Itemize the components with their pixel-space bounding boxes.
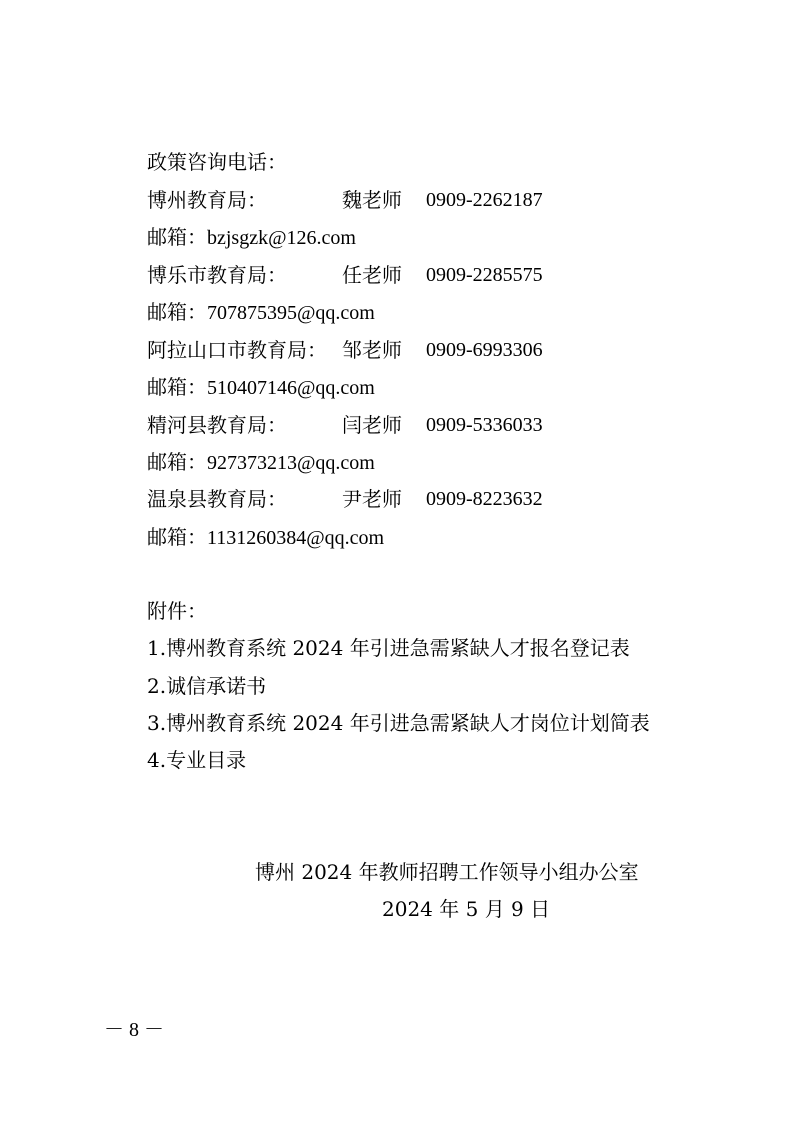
email-label: 邮箱：	[147, 375, 207, 399]
attachments-title: 附件：	[147, 599, 207, 623]
contact-person: 尹老师	[342, 487, 402, 511]
contact-row	[147, 484, 607, 514]
contact-org: 阿拉山口市教育局：	[147, 338, 327, 362]
contact-email-line	[147, 522, 384, 552]
contact-email-line	[147, 447, 375, 477]
contact-email: 927373213@qq.com	[207, 452, 375, 474]
contact-org: 精河县教育局：	[147, 413, 287, 437]
email-label: 邮箱：	[147, 300, 207, 324]
contact-person: 邹老师	[342, 338, 402, 362]
contact-phone: 0909-2285575	[426, 264, 543, 286]
contact-phone: 0909-5336033	[426, 414, 543, 436]
contact-person: 闫老师	[342, 413, 402, 437]
attachment-item: 1.博州教育系统 2024 年引进急需紧缺人才报名登记表	[147, 636, 630, 660]
contact-phone: 0909-8223632	[426, 488, 543, 510]
contact-org: 博州教育局：	[147, 188, 267, 212]
contact-row	[147, 260, 607, 290]
email-label: 邮箱：	[147, 450, 207, 474]
contact-row	[147, 410, 607, 440]
contact-phone: 0909-6993306	[426, 339, 543, 361]
contact-org: 博乐市教育局：	[147, 263, 287, 287]
contact-org: 温泉县教育局：	[147, 487, 287, 511]
contact-person: 任老师	[342, 263, 402, 287]
contact-email-line	[147, 372, 375, 402]
signature-date: 2024 年 5 月 9 日	[382, 897, 551, 921]
contact-email: 510407146@qq.com	[207, 377, 375, 399]
email-label: 邮箱：	[147, 525, 207, 549]
contact-email-line	[147, 222, 356, 252]
attachment-item: 4.专业目录	[147, 748, 247, 772]
signature-org: 博州 2024 年教师招聘工作领导小组办公室	[255, 860, 639, 884]
contact-email: bzjsgzk@126.com	[207, 227, 356, 249]
contact-row	[147, 185, 607, 215]
contact-person: 魏老师	[342, 188, 402, 212]
contact-row	[147, 335, 607, 365]
attachment-item: 3.博州教育系统 2024 年引进急需紧缺人才岗位计划简表	[147, 711, 650, 735]
email-label: 邮箱：	[147, 225, 207, 249]
attachment-item: 2.诚信承诺书	[147, 674, 267, 698]
contact-email: 1131260384@qq.com	[207, 527, 385, 549]
contact-phone: 0909-2262187	[426, 189, 543, 211]
policy-consult-title: 政策咨询电话：	[147, 150, 287, 174]
contact-email-line	[147, 297, 375, 327]
page-number: － 8 －	[104, 1019, 164, 1041]
contact-email: 707875395@qq.com	[207, 302, 375, 324]
